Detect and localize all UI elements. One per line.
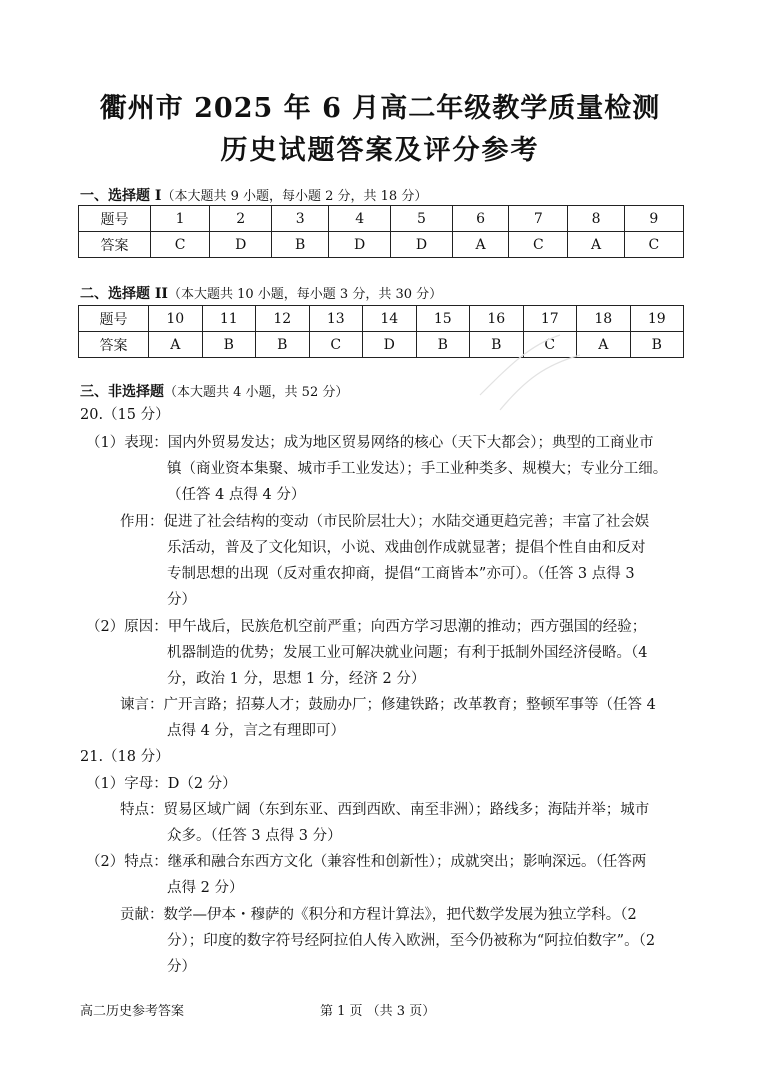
section1-answer-table [78,205,684,258]
table-cell: 2 [210,206,272,232]
table-cell: 15 [416,306,470,332]
section1-title: 一、选择题 I [80,188,162,204]
table-cell: 1 [151,206,210,232]
table-cell: 5 [391,206,453,232]
page-subtitle: 历史试题答案及评分参考 [220,135,540,166]
section1-heading [80,185,427,205]
page-title: 衢州市 2025 年 6 月高二年级教学质量检测 [99,93,661,124]
scan-mark-decoration [470,325,590,415]
section3-heading [80,381,348,401]
footer-document-name: 高二历史参考答案 [80,1004,185,1019]
answer-line: （1）字母：D（2 分） [86,776,237,792]
table-cell: 10 [149,306,203,332]
table-row [79,232,684,258]
table-cell: B [202,332,256,358]
answer-line: 特点：贸易区域广阔（东到东亚、西到西欧、南至非洲）；路线多；海陆并举；城市 [120,802,650,818]
table-cell: 9 [624,206,683,232]
table-cell: 14 [363,306,417,332]
table-row [79,332,684,358]
table-cell: D [210,232,272,258]
row-label-answer: 答案 [79,232,151,258]
footer-page-number: 第 1 页 （共 3 页） [320,1004,436,1019]
table-cell: 11 [202,306,256,332]
answer-line: （1）表现：国内外贸易发达；成为地区贸易网络的核心（天下大都会）；典型的工商业市 [86,435,654,451]
answer-line: 点得 2 分） [167,880,244,896]
table-cell: 3 [272,206,329,232]
answer-line: （2）原因：甲午战后，民族危机空前严重；向西方学习思潮的推动；西方强国的经验； [86,619,647,635]
table-cell: B [470,332,524,358]
table-row [79,306,684,332]
section2-answer-table [78,305,684,358]
table-cell: D [391,232,453,258]
row-label-number: 题号 [79,206,151,232]
table-cell: 18 [577,306,631,332]
table-cell: 12 [256,306,310,332]
table-cell: 13 [309,306,363,332]
section1-note: （本大题共 9 小题，每小题 2 分，共 18 分） [161,189,428,204]
answer-line: 点得 4 分，言之有理即可） [167,723,345,739]
answer-line: （2）特点：继承和融合东西方文化（兼容性和创新性）；成就突出；影响深远。（任答两 [86,854,647,870]
answer-line: 谏言：广开言路；招募人才；鼓励办厂；修建铁路；改革教育；整顿军事等（任答 4 [120,697,656,713]
table-cell: B [416,332,470,358]
table-cell: B [630,332,684,358]
table-cell: C [523,332,577,358]
section2-note: （本大题共 10 小题，每小题 3 分，共 30 分） [167,287,443,302]
section2-title: 二、选择题 II [80,286,168,302]
section3-note: （本大题共 4 小题，共 52 分） [164,385,349,400]
table-cell: 4 [329,206,391,232]
table-cell: A [568,232,624,258]
answer-line: 分） [167,592,196,608]
table-cell: 17 [523,306,577,332]
table-cell: 7 [509,206,568,232]
table-cell: A [452,232,508,258]
table-cell: C [509,232,568,258]
answer-line: （任答 4 点得 4 分） [167,487,306,503]
answer-line: 分）；印度的数字符号经阿拉伯人传入欧洲，至今仍被称为“阿拉伯数字”。（2 [167,933,656,949]
table-cell: D [329,232,391,258]
row-label-number: 题号 [79,306,149,332]
table-cell: 16 [470,306,524,332]
answer-line: 分） [167,959,196,975]
table-cell: D [363,332,417,358]
section2-heading [80,283,442,303]
table-cell: 19 [630,306,684,332]
answer-line: 乐活动，普及了文化知识，小说、戏曲创作成就显著；提倡个性自由和反对 [167,540,646,556]
answer-line: 专制思想的出现（反对重农抑商，提倡“工商皆本”亦可）。（任答 3 点得 3 [167,566,635,582]
table-cell: C [624,232,683,258]
table-cell: C [309,332,363,358]
answer-line: 机器制造的优势；发展工业可解决就业问题；有利于抵制外国经济侵略。（4 [167,645,648,661]
row-label-answer: 答案 [79,332,149,358]
table-cell: A [577,332,631,358]
table-cell: C [151,232,210,258]
answer-line: 作用：促进了社会结构的变动（市民阶层壮大）；水陆交通更趋完善；丰富了社会娱 [120,514,650,530]
table-cell: 6 [452,206,508,232]
table-row [79,206,684,232]
answer-line: 众多。（任答 3 点得 3 分） [167,828,342,844]
answer-line: 分，政治 1 分，思想 1 分，经济 2 分） [167,671,426,687]
answer-line: 镇（商业资本集聚、城市手工业发达）；手工业种类多、规模大；专业分工细。 [167,461,668,477]
table-cell: A [149,332,203,358]
table-cell: 8 [568,206,624,232]
table-cell: B [256,332,310,358]
table-cell: B [272,232,329,258]
question-21-header: 21.（18 分） [80,749,170,765]
answer-line: 贡献：数学—伊本・穆萨的《积分和方程计算法》，把代数学发展为独立学科。（2 [120,907,637,923]
question-20-header: 20.（15 分） [80,407,170,423]
section3-title: 三、非选择题 [80,384,164,400]
